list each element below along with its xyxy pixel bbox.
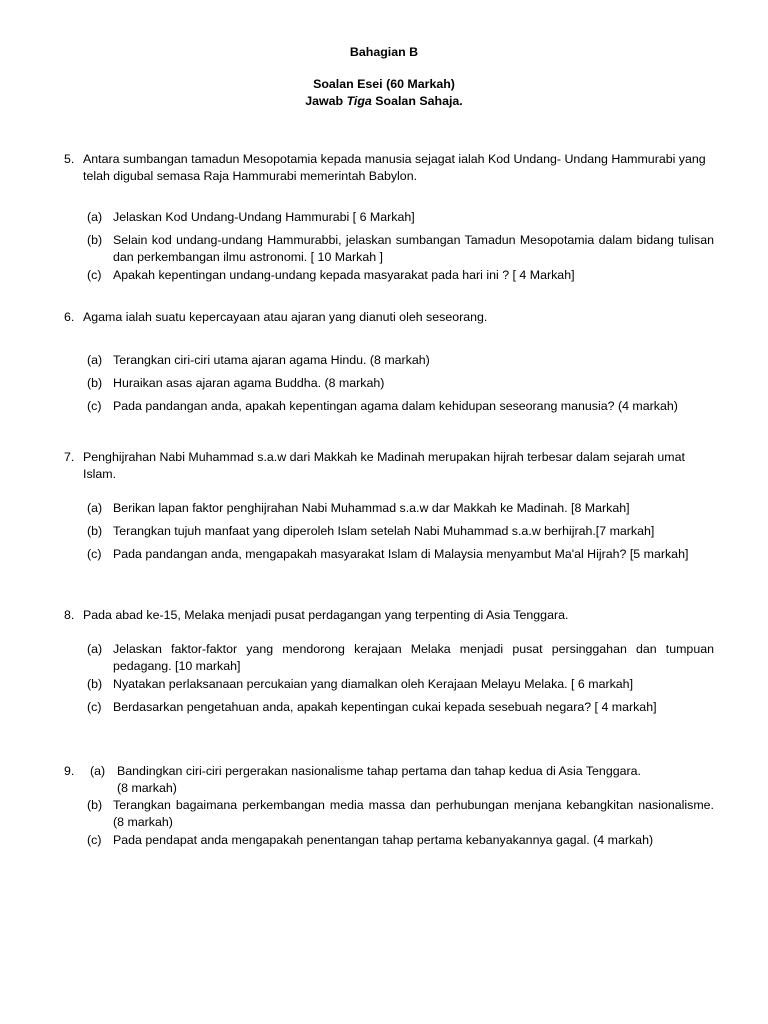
question-stem: Antara sumbangan tamadun Mesopotamia kepada manusia sejagat ialah Kod Undang- Undang Hammurabi yang telah digubal semasa Raja Hammurabi memerintah Babylon. — [83, 152, 706, 183]
question-8 — [64, 607, 714, 722]
part-label: (b) — [87, 677, 103, 691]
part-text: Berdasarkan pengetahuan anda, apakah kepentingan cukai kepada sesebuah negara? [ 4 markah] — [113, 700, 657, 714]
part-text: Bandingkan ciri-ciri pergerakan nasionalisme tahap pertama dan tahap kedua di Asia Tenggara. — [117, 764, 641, 778]
question-part — [87, 523, 714, 540]
part-label: (c) — [87, 399, 102, 413]
question-number: 5. — [64, 152, 75, 166]
question-6 — [64, 309, 714, 421]
part-label: (c) — [87, 833, 102, 847]
section-subtitle: Soalan Esei (60 Markah) — [313, 77, 455, 91]
question-part — [87, 676, 714, 693]
part-label: (b) — [87, 798, 103, 812]
part-label: (b) — [87, 376, 103, 390]
exam-header — [0, 44, 768, 110]
part-text: Pada pandangan anda, mengapakah masyarakat Islam di Malaysia menyambut Ma'al Hijrah? [5 markah] — [113, 547, 689, 561]
part-text: Jelaskan faktor-faktor yang mendorong kerajaan Melaka menjadi pusat persinggahan dan tumpuan pedagang. [10 markah] — [113, 642, 714, 673]
part-text: Pada pandangan anda, apakah kepentingan agama dalam kehidupan seseorang manusia? (4 markah) — [113, 399, 678, 413]
part-label: (c) — [87, 547, 102, 561]
question-part — [87, 699, 714, 716]
question-part — [87, 797, 714, 831]
question-number: 6. — [64, 310, 75, 324]
part-text: Nyatakan perlaksanaan percukaian yang diamalkan oleh Kerajaan Melayu Melaka. [ 6 markah] — [113, 677, 634, 691]
part-label: (b) — [87, 524, 103, 538]
question-part — [64, 763, 714, 797]
question-stem: Penghijrahan Nabi Muhammad s.a.w dari Makkah ke Madinah merupakan hijrah terbesar dalam sejarah umat Islam. — [83, 450, 685, 481]
part-text: Huraikan asas ajaran agama Buddha. (8 markah) — [113, 376, 385, 390]
question-number: 7. — [64, 450, 75, 464]
part-text: Pada pendapat anda mengapakah penentangan tahap pertama kebanyakannya gagal. (4 markah) — [113, 833, 654, 847]
question-stem: Pada abad ke-15, Melaka menjadi pusat perdagangan yang terpenting di Asia Tenggara. — [83, 608, 569, 622]
part-label: (a) — [90, 764, 106, 778]
question-7 — [64, 449, 714, 569]
part-text: Terangkan tujuh manfaat yang diperoleh Islam setelah Nabi Muhammad s.a.w berhijrah.[7 markah] — [113, 524, 655, 538]
question-part — [87, 832, 714, 849]
instruction-emphasis: Tiga — [346, 94, 372, 108]
part-text: Berikan lapan faktor penghijrahan Nabi Muhammad s.a.w dar Makkah ke Madinah. [8 Markah] — [113, 501, 630, 515]
part-label: (b) — [87, 233, 103, 247]
question-part — [87, 641, 714, 675]
part-text: Jelaskan Kod Undang-Undang Hammurabi [ 6 Markah] — [113, 210, 415, 224]
part-text: Terangkan bagaimana perkembangan media massa dan perhubungan menjana kebangkitan nasionalisme. (8 markah) — [113, 798, 714, 829]
question-9 — [64, 763, 714, 855]
section-instruction: Jawab Tiga Soalan Sahaja. — [305, 94, 463, 108]
part-label: (a) — [87, 501, 103, 515]
question-part — [87, 267, 714, 284]
question-5 — [64, 151, 714, 290]
question-part — [87, 500, 714, 517]
question-part — [87, 209, 714, 226]
question-part — [87, 398, 714, 415]
question-part — [87, 546, 714, 563]
part-text: Apakah kepentingan undang-undang kepada masyarakat pada hari ini ? [ 4 Markah] — [113, 268, 575, 282]
part-label: (a) — [87, 353, 103, 367]
question-number: 9. — [64, 764, 75, 778]
part-text: Selain kod undang-undang Hammurabbi, jelaskan sumbangan Tamadun Mesopotamia dalam bidang tulisan dan perkembangan ilmu astronomi. [ 10 Markah ] — [113, 233, 714, 264]
question-stem: Agama ialah suatu kepercayaan atau ajaran yang dianuti oleh seseorang. — [83, 310, 488, 324]
question-part — [87, 352, 714, 369]
part-label: (c) — [87, 268, 102, 282]
part-label: (a) — [87, 210, 103, 224]
part-marks: (8 markah) — [117, 781, 177, 795]
section-title: Bahagian B — [349, 45, 419, 59]
part-text: Terangkan ciri-ciri utama ajaran agama Hindu. (8 markah) — [113, 353, 430, 367]
question-number: 8. — [64, 608, 75, 622]
part-label: (a) — [87, 642, 103, 656]
question-part — [87, 232, 714, 266]
part-label: (c) — [87, 700, 102, 714]
question-part — [87, 375, 714, 392]
